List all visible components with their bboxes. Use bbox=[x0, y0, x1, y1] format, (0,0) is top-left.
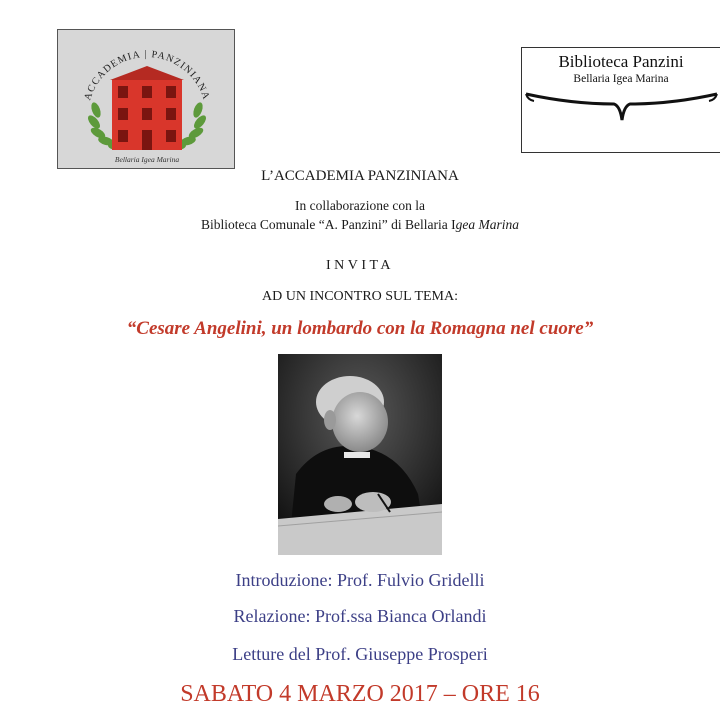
biblioteca-panzini-logo bbox=[521, 47, 720, 153]
invita-heading: INVITA bbox=[325, 258, 395, 273]
portrait-photo bbox=[278, 354, 442, 555]
report-speaker: Relazione: Prof.ssa Bianca Orlandi bbox=[233, 606, 487, 626]
organizer-heading: L’ACCADEMIA PANZINIANA bbox=[261, 168, 459, 184]
open-book-icon bbox=[522, 84, 720, 124]
event-theme-title: “Cesare Angelini, un lombardo con la Romagna nel cuore” bbox=[126, 318, 594, 339]
biblioteca-title: Biblioteca Panzini bbox=[558, 52, 684, 71]
readings-speaker: Letture del Prof. Giuseppe Prosperi bbox=[232, 644, 488, 664]
biblioteca-subtitle: Bellaria Igea Marina bbox=[573, 73, 669, 85]
event-date-time: SABATO 4 MARZO 2017 – ORE 16 bbox=[180, 681, 540, 707]
library-line-italic: gea Marina bbox=[455, 217, 519, 232]
library-line bbox=[0, 217, 720, 233]
collaboration-line: In collaborazione con la bbox=[294, 198, 426, 213]
accademia-caption: Bellaria Igea Marina bbox=[114, 155, 180, 164]
writing-man-photo-icon bbox=[278, 354, 442, 555]
introduction-speaker: Introduzione: Prof. Fulvio Gridelli bbox=[235, 570, 485, 590]
meeting-topic-intro: AD UN INCONTRO SUL TEMA: bbox=[262, 289, 458, 304]
accademia-panziniana-logo bbox=[57, 29, 235, 169]
house-icon bbox=[110, 66, 184, 150]
library-line-text: Biblioteca Comunale “A. Panzini” di Bellaria I bbox=[201, 217, 456, 232]
accademia-arc-text: ACCADEMIA | PANZINIANA bbox=[82, 48, 212, 102]
accademia-emblem bbox=[58, 30, 235, 169]
